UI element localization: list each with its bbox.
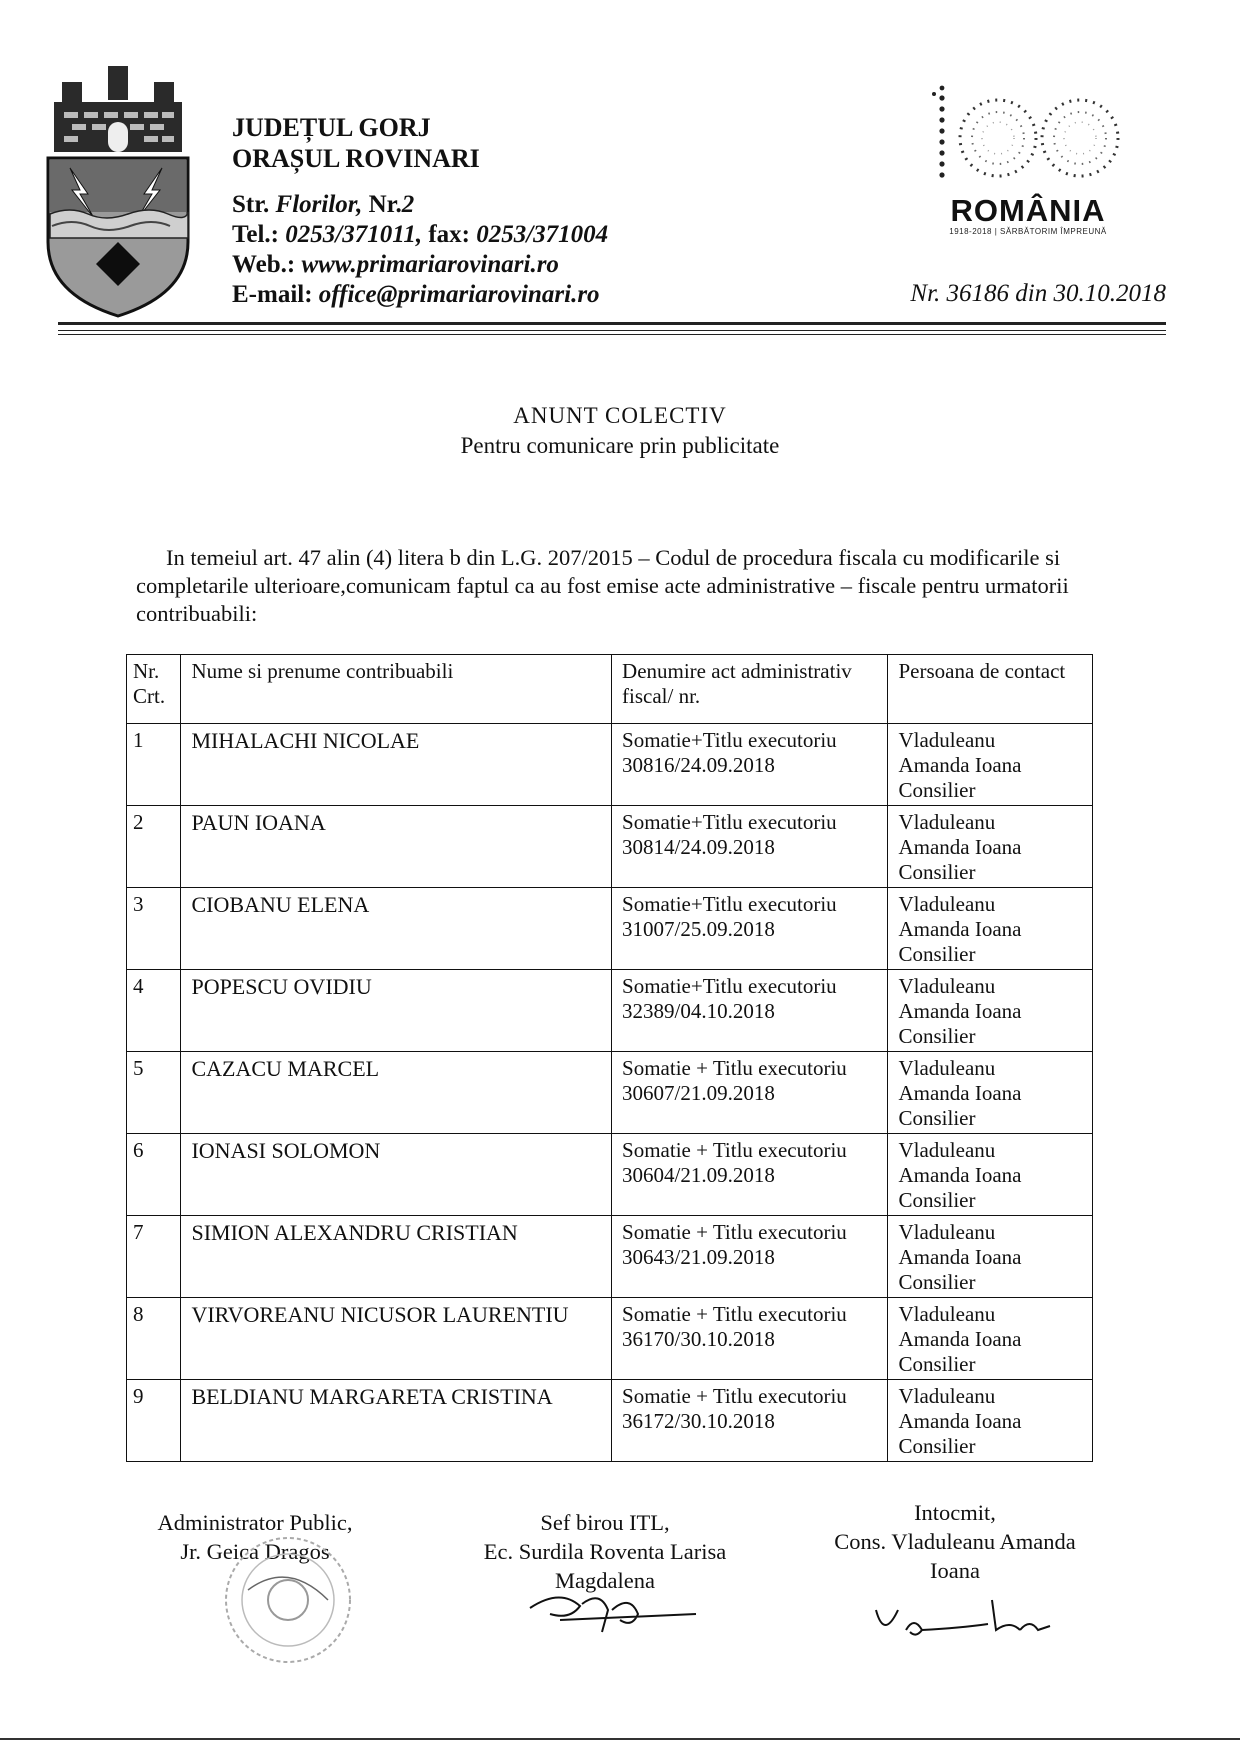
contact-cell	[888, 1052, 1093, 1134]
act-number: 30604/21.09.2018	[622, 1163, 775, 1187]
handwritten-signature-icon	[520, 1580, 700, 1640]
contact-title: Consilier	[898, 1352, 976, 1376]
intro-text: In temeiul art. 47 alin (4) litera b din L.G. 207/2015 – Codul de procedura fiscala cu modificarile si completarile ulterioare,comunicam faptul ca au fost emise acte administrative – fiscale pentru urmatorii contribuabili:	[136, 545, 1069, 626]
town-name: ORAȘUL ROVINARI	[232, 144, 480, 173]
taxpayer-name: SIMION ALEXANDRU CRISTIAN	[181, 1216, 612, 1298]
contact-surname: Vladuleanu	[898, 1384, 996, 1408]
contact-firstname: Amanda Ioana	[898, 1409, 1022, 1433]
table-row	[127, 806, 1093, 888]
row-number: 9	[127, 1380, 181, 1462]
email-line	[232, 280, 608, 310]
act-number: 32389/04.10.2018	[622, 999, 775, 1023]
taxpayer-name: POPESCU OVIDIU	[181, 970, 612, 1052]
table-row	[127, 1134, 1093, 1216]
romania-tagline: 1918-2018 | SĂRBĂTORIM ÎMPREUNĂ	[949, 227, 1107, 236]
contact-surname: Vladuleanu	[898, 892, 996, 916]
intro-paragraph	[136, 544, 1096, 628]
table-row	[127, 1380, 1093, 1462]
row-number: 3	[127, 888, 181, 970]
contact-surname: Vladuleanu	[898, 728, 996, 752]
contact-title: Consilier	[898, 778, 976, 802]
act-cell	[612, 1134, 888, 1216]
act-type: Somatie + Titlu executoriu	[622, 1302, 847, 1326]
header-contact: Persoana de contact	[888, 655, 1093, 724]
act-number: 36170/30.10.2018	[622, 1327, 775, 1351]
contact-cell	[888, 1298, 1093, 1380]
table-row	[127, 1216, 1093, 1298]
header-name: Nume si prenume contribuabili	[181, 655, 612, 724]
contact-firstname: Amanda Ioana	[898, 999, 1022, 1023]
row-number: 6	[127, 1134, 181, 1216]
contact-cell	[888, 724, 1093, 806]
row-number: 7	[127, 1216, 181, 1298]
contact-title: Consilier	[898, 1188, 976, 1212]
taxpayer-name: PAUN IOANA	[181, 806, 612, 888]
contact-title: Consilier	[898, 1434, 976, 1458]
act-cell	[612, 1380, 888, 1462]
row-number: 8	[127, 1298, 181, 1380]
contact-surname: Vladuleanu	[898, 974, 996, 998]
act-cell	[612, 1052, 888, 1134]
contact-firstname: Amanda Ioana	[898, 1163, 1022, 1187]
contact-firstname: Amanda Ioana	[898, 1081, 1022, 1105]
contact-cell	[888, 806, 1093, 888]
header-nr: Nr. Crt.	[127, 655, 181, 724]
act-type: Somatie + Titlu executoriu	[622, 1384, 847, 1408]
header-divider-thin	[58, 330, 1166, 331]
admin-name: Jr. Geica Dragos	[180, 1539, 330, 1564]
author-role: Intocmit,	[914, 1500, 996, 1525]
contact-firstname: Amanda Ioana	[898, 753, 1022, 777]
contact-firstname: Amanda Ioana	[898, 1245, 1022, 1269]
table-row	[127, 1052, 1093, 1134]
act-number: 36172/30.10.2018	[622, 1409, 775, 1433]
act-cell	[612, 1298, 888, 1380]
act-type: Somatie + Titlu executoriu	[622, 1220, 847, 1244]
row-number: 4	[127, 970, 181, 1052]
contact-surname: Vladuleanu	[898, 1056, 996, 1080]
contact-cell	[888, 970, 1093, 1052]
table-header-row	[127, 655, 1093, 724]
table-row	[127, 888, 1093, 970]
contact-cell	[888, 1134, 1093, 1216]
contact-title: Consilier	[898, 1270, 976, 1294]
act-cell	[612, 806, 888, 888]
act-type: Somatie + Titlu executoriu	[622, 1138, 847, 1162]
official-stamp-icon	[208, 1530, 368, 1670]
contact-title: Consilier	[898, 860, 976, 884]
contact-firstname: Amanda Ioana	[898, 1327, 1022, 1351]
act-cell	[612, 724, 888, 806]
street-nr-label: Nr.	[368, 191, 402, 218]
tel-value: 0253/371011,	[285, 221, 423, 248]
table-row	[127, 724, 1093, 806]
taxpayer-name: MIHALACHI NICOLAE	[181, 724, 612, 806]
centenary-100-icon	[920, 80, 1136, 190]
institution-header	[232, 112, 608, 310]
email-link[interactable]: office@primariarovinari.ro	[318, 281, 600, 308]
contact-title: Consilier	[898, 942, 976, 966]
table-row	[127, 970, 1093, 1052]
tel-label: Tel.:	[232, 221, 279, 248]
taxpayer-name: CIOBANU ELENA	[181, 888, 612, 970]
act-cell	[612, 970, 888, 1052]
act-number: 30814/24.09.2018	[622, 835, 775, 859]
header-divider	[58, 322, 1166, 325]
rovinari-coat-of-arms	[44, 62, 192, 320]
fax-value: 0253/371004	[476, 221, 609, 248]
row-number: 1	[127, 724, 181, 806]
act-type: Somatie + Titlu executoriu	[622, 1056, 847, 1080]
contact-surname: Vladuleanu	[898, 1138, 996, 1162]
act-type: Somatie+Titlu executoriu	[622, 810, 837, 834]
email-label: E-mail:	[232, 281, 313, 308]
act-type: Somatie+Titlu executoriu	[622, 728, 837, 752]
itl-name-cont: Magdalena	[555, 1568, 655, 1593]
act-number: 30816/24.09.2018	[622, 753, 775, 777]
act-number: 30607/21.09.2018	[622, 1081, 775, 1105]
fax-label: fax:	[428, 221, 470, 248]
act-number: 30643/21.09.2018	[622, 1245, 775, 1269]
act-type: Somatie+Titlu executoriu	[622, 892, 837, 916]
act-cell	[612, 888, 888, 970]
taxpayer-name: CAZACU MARCEL	[181, 1052, 612, 1134]
page-subtitle: Pentru comunicare prin publicitate	[460, 433, 780, 458]
act-number: 31007/25.09.2018	[622, 917, 775, 941]
act-cell	[612, 1216, 888, 1298]
itl-role: Sef birou ITL,	[540, 1510, 670, 1535]
handwritten-signature-icon	[870, 1590, 1070, 1650]
contact-cell	[888, 1216, 1093, 1298]
contact-title: Consilier	[898, 1106, 976, 1130]
contact-surname: Vladuleanu	[898, 810, 996, 834]
taxpayers-table	[126, 654, 1093, 1462]
web-line	[232, 250, 608, 280]
taxpayer-name: BELDIANU MARGARETA CRISTINA	[181, 1380, 612, 1462]
itl-name: Ec. Surdila Roventa Larisa	[483, 1539, 727, 1564]
contact-cell	[888, 888, 1093, 970]
taxpayer-name: VIRVOREANU NICUSOR LAURENTIU	[181, 1298, 612, 1380]
act-type: Somatie+Titlu executoriu	[622, 974, 837, 998]
street-value: Florilor,	[275, 191, 363, 218]
contact-firstname: Amanda Ioana	[898, 917, 1022, 941]
romania-100-logo	[920, 80, 1136, 240]
admin-role: Administrator Public,	[157, 1510, 353, 1535]
table-row	[127, 1298, 1093, 1380]
signature-author	[780, 1498, 1130, 1585]
address-line	[232, 190, 608, 220]
street-nr-value: 2	[401, 191, 415, 218]
row-number: 2	[127, 806, 181, 888]
page-title: ANUNT COLECTIV	[513, 403, 727, 428]
author-name-cont: Ioana	[930, 1558, 980, 1583]
contact-surname: Vladuleanu	[898, 1302, 996, 1326]
contact-firstname: Amanda Ioana	[898, 835, 1022, 859]
author-name: Cons. Vladuleanu Amanda	[834, 1529, 1076, 1554]
web-link[interactable]: www.primariarovinari.ro	[301, 251, 559, 278]
romania-wordmark: ROMÂNIA	[950, 193, 1106, 228]
phone-line	[232, 220, 608, 250]
street-label: Str.	[232, 191, 270, 218]
contact-surname: Vladuleanu	[898, 1220, 996, 1244]
web-label: Web.:	[232, 251, 296, 278]
header-divider-thin	[58, 334, 1166, 335]
document-number: Nr. 36186 din 30.10.2018	[910, 280, 1166, 307]
contact-cell	[888, 1380, 1093, 1462]
contact-title: Consilier	[898, 1024, 976, 1048]
row-number: 5	[127, 1052, 181, 1134]
page-bottom-edge	[0, 1738, 1240, 1740]
county-name: JUDEȚUL GORJ	[232, 113, 431, 142]
taxpayer-name: IONASI SOLOMON	[181, 1134, 612, 1216]
header-act: Denumire act administrativ fiscal/ nr.	[612, 655, 888, 724]
